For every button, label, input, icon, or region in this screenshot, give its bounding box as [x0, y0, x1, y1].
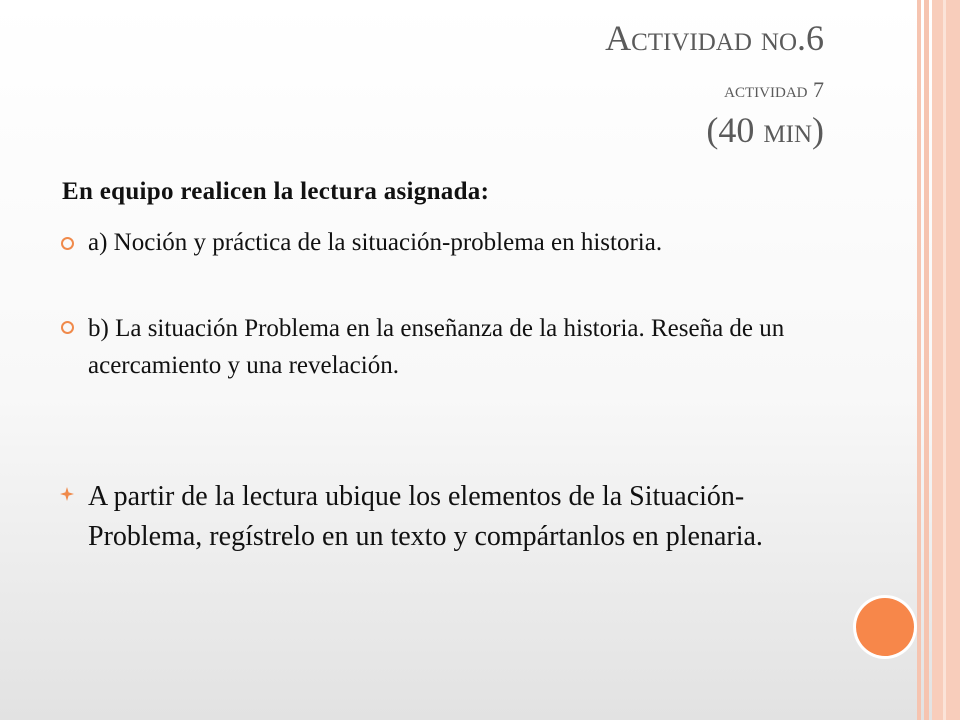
- decorative-stripe: [917, 0, 921, 720]
- decorative-stripe: [943, 0, 946, 720]
- instruction-text: A partir de la lectura ubique los elementos de la Situación-Problema, regístrelo en un texto y compártanlos en plenaria.: [88, 481, 763, 552]
- slide-title: [84, 14, 824, 150]
- list-item: b) La situación Problema en la enseñanza de la historia. Reseña de un acercamiento y una revelación.: [88, 315, 785, 379]
- decorative-stripe: [924, 0, 929, 720]
- ring-bullet-icon: [61, 237, 74, 250]
- ring-bullet-icon: [61, 321, 74, 334]
- orange-circle-icon: [856, 598, 914, 656]
- decorative-stripe: [932, 0, 960, 720]
- heading: En equipo realicen la lectura asignada:: [62, 178, 490, 205]
- diamond-bullet-icon: [60, 487, 74, 501]
- title-main: Actividad no.6: [605, 18, 824, 58]
- list-item: a) Noción y práctica de la situación-problema en historia.: [88, 229, 663, 256]
- title-time: (40 min): [706, 110, 824, 150]
- title-sub: actividad 7: [724, 77, 824, 102]
